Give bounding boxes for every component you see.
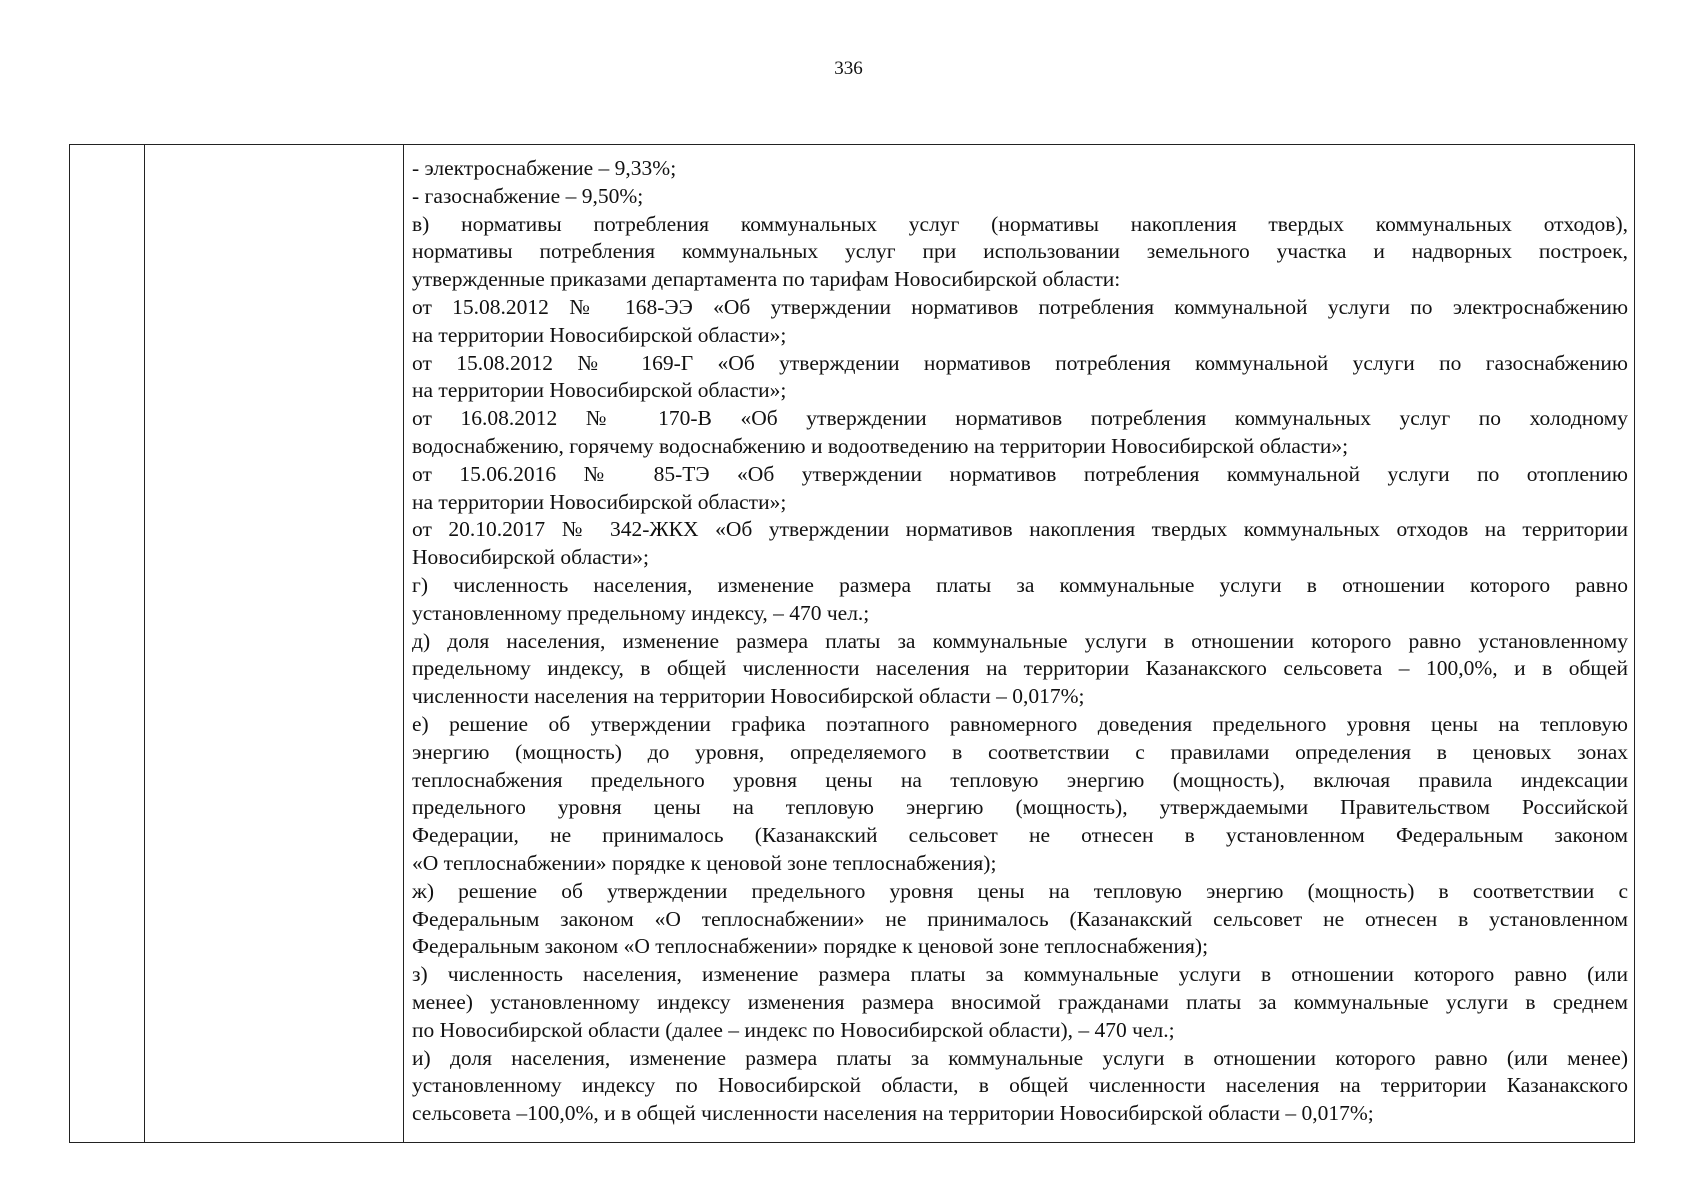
text-line: ж) решение об утверждении предельного уровня цены на тепловую энергию (мощность) в соответствии с: [412, 878, 1628, 903]
text-line: предельного уровня цены на тепловую энергию (мощность), утверждаемыми Правительством Российской: [412, 795, 1628, 820]
text-line: е) решение об утверждении графика поэтапного равномерного доведения предельного уровня цены на тепловую: [412, 711, 1628, 736]
text-line: от 15.08.2012 № 169-Г «Об утверждении нормативов потребления коммунальной услуги по газоснабжению: [412, 350, 1628, 375]
text-line: з) численность населения, изменение размера платы за коммунальные услуги в отношении которого равно (или: [412, 962, 1628, 987]
table-cell-content: [404, 145, 1635, 1143]
text-line: в) нормативы потребления коммунальных услуг (нормативы накопления твердых коммунальных отходов),: [412, 211, 1628, 236]
text-line: от 15.08.2012 № 168-ЭЭ «Об утверждении нормативов потребления коммунальной услуги по электроснабжению: [412, 294, 1628, 319]
text-line: Федеральным законом «О теплоснабжении» не принималось (Казанакский сельсовет не отнесен в установленном: [412, 906, 1628, 931]
text-line: сельсовета –100,0%, и в общей численности населения на территории Новосибирской области – 0,017%;: [412, 1101, 1374, 1126]
text-line: нормативы потребления коммунальных услуг при использовании земельного участка и надворных построек,: [412, 239, 1628, 264]
text-line: - газоснабжение – 9,50%;: [412, 183, 644, 208]
text-line: установленному предельному индексу, – 470 чел.;: [412, 600, 870, 625]
text-line: и) доля населения, изменение размера платы за коммунальные услуги в отношении которого равно (или менее): [412, 1045, 1628, 1070]
table-cell-number: [70, 145, 145, 1143]
text-line: Федерации, не принималось (Казанакский сельсовет не отнесен в установленном Федеральным законом: [412, 823, 1628, 848]
text-line: от 20.10.2017 № 342-ЖКХ «Об утверждении нормативов накопления твердых коммунальных отходов на территории: [412, 517, 1628, 542]
text-line: утвержденные приказами департамента по тарифам Новосибирской области:: [412, 267, 1121, 292]
text-line: менее) установленному индексу изменения размера вносимой гражданами платы за коммунальные услуги в среднем: [412, 989, 1628, 1014]
text-line: по Новосибирской области (далее – индекс по Новосибирской области), – 470 чел.;: [412, 1017, 1175, 1042]
text-line: - электроснабжение – 9,33%;: [412, 156, 677, 180]
document-table: [69, 144, 1635, 1143]
text-line: теплоснабжения предельного уровня цены на тепловую энергию (мощность), включая правила индексации: [412, 767, 1628, 792]
text-line: на территории Новосибирской области»;: [412, 489, 787, 514]
text-line: на территории Новосибирской области»;: [412, 378, 787, 403]
text-line: энергию (мощность) до уровня, определяемого в соответствии с правилами определения в ценовых зонах: [412, 739, 1628, 764]
text-line: на территории Новосибирской области»;: [412, 322, 787, 347]
text-line: Федеральным законом «О теплоснабжении» порядке к ценовой зоне теплоснабжения);: [412, 934, 1209, 959]
text-line: предельному индексу, в общей численности населения на территории Казанакского сельсовета – 100,0%, и в общей: [412, 656, 1628, 681]
table-row: [70, 145, 1635, 1143]
text-line: Новосибирской области»;: [412, 545, 649, 570]
text-line: д) доля населения, изменение размера платы за коммунальные услуги в отношении которого равно установленному: [412, 628, 1628, 653]
text-line: от 15.06.2016 № 85-ТЭ «Об утверждении нормативов потребления коммунальной услуги по отоплению: [412, 461, 1628, 486]
page-number: 336: [834, 58, 863, 79]
text-line: г) численность населения, изменение размера платы за коммунальные услуги в отношении которого равно: [412, 572, 1628, 597]
content-text: [412, 155, 1628, 1128]
text-line: водоснабжению, горячему водоснабжению и водоотведению на территории Новосибирской области»;: [412, 433, 1349, 458]
text-line: от 16.08.2012 № 170-В «Об утверждении нормативов потребления коммунальных услуг по холодному: [412, 406, 1628, 431]
text-line: численности населения на территории Новосибирской области – 0,017%;: [412, 684, 1085, 709]
text-line: «О теплоснабжении» порядке к ценовой зоне теплоснабжения);: [412, 850, 997, 875]
text-line: установленному индексу по Новосибирской области, в общей численности населения на территории Казанакского: [412, 1073, 1628, 1098]
table-cell-name: [145, 145, 404, 1143]
